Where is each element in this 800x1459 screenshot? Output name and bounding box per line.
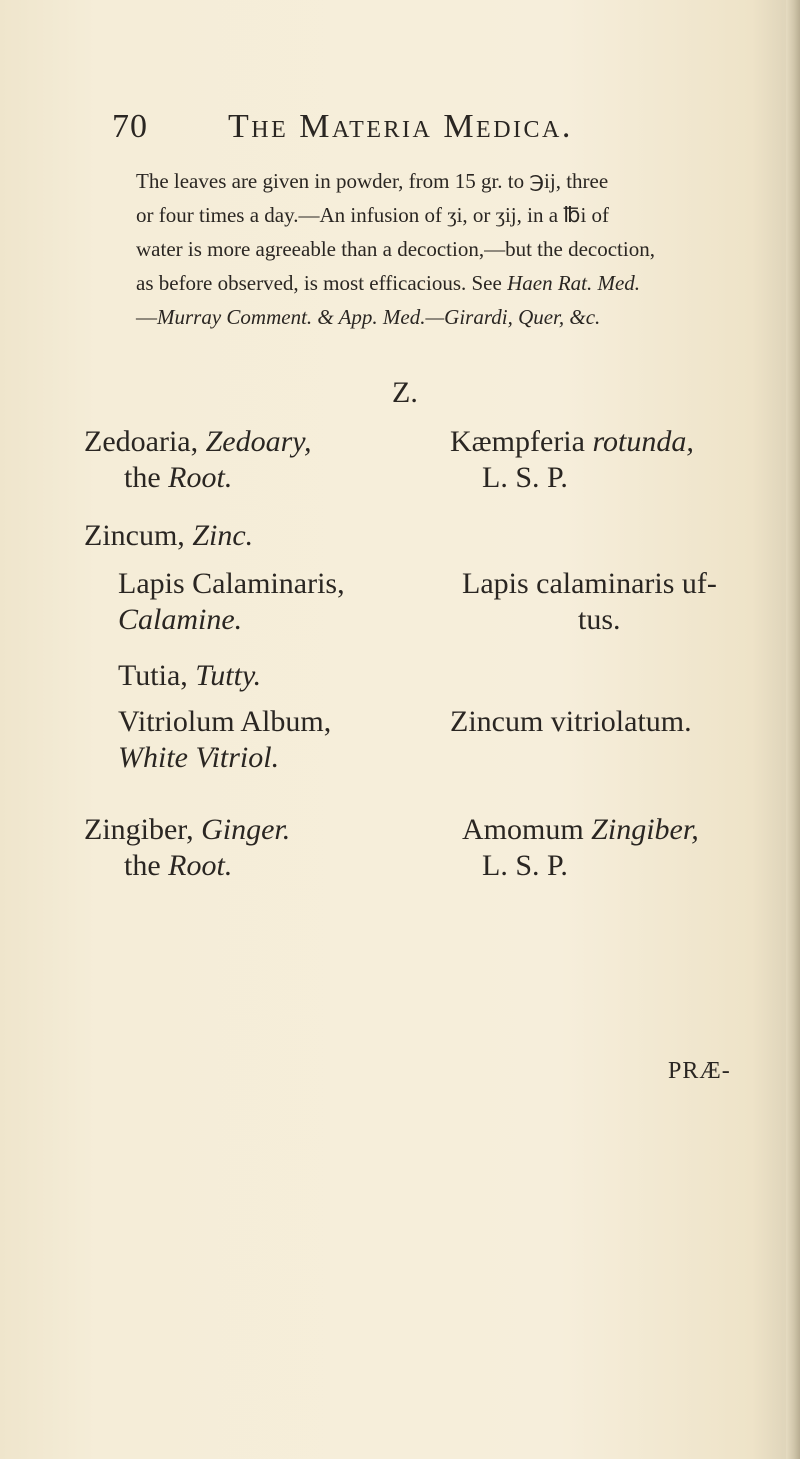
body-paragraph [136, 164, 748, 334]
page-edge [786, 0, 800, 1459]
catchword: PRÆ- [668, 1058, 731, 1084]
paragraph-line-1: The leaves are given in powder, from 15 gr. to ℈ij, three [136, 169, 609, 193]
entry-zingiber-synonym [462, 812, 699, 884]
entry-line: L. S. P. [482, 849, 568, 882]
page-number: 70 [112, 108, 148, 145]
entry-vitriolum-synonym [450, 704, 692, 740]
entry-line: the Root. [124, 461, 233, 494]
entry-line: L. S. P. [482, 461, 568, 494]
entry-line: Zedoaria, Zedoary, [84, 425, 312, 458]
paragraph-line-5: —Murray Comment. & App. Med.—Girardi, Quer, &c. [136, 305, 601, 329]
entry-lapis-synonym [462, 566, 717, 638]
entry-line: Kæmpferia rotunda, [450, 425, 694, 458]
entry-line: White Vitriol. [118, 741, 280, 774]
paragraph-line-3: water is more agreeable than a decoction,—but the decoction, [136, 237, 655, 261]
entry-line: Amomum Zingiber, [462, 813, 699, 846]
entry-line: the Root. [124, 849, 233, 882]
page-header [112, 108, 712, 154]
entry-zingiber-name [84, 812, 290, 884]
paragraph-line-2: or four times a day.—An infusion of ʒi, or ʒij, in a ℔i of [136, 203, 610, 227]
entry-line: Tutia, Tutty. [118, 659, 262, 692]
section-letter: Z. [392, 376, 418, 409]
paragraph-line-4: as before observed, is most efficacious. See Haen Rat. Med. [136, 271, 641, 295]
entry-line: Zincum vitriolatum. [450, 705, 692, 738]
entry-line: Calamine. [118, 603, 243, 636]
entry-zedoaria-synonym [450, 424, 694, 496]
running-title: The Materia Medica. [228, 108, 573, 145]
entry-zincum-name [84, 518, 253, 554]
entry-zedoaria-name [84, 424, 311, 496]
entry-vitriolum-name [118, 704, 331, 776]
entry-line: Lapis calaminaris uf- [462, 567, 717, 600]
entry-line: Lapis Calaminaris, [118, 567, 345, 600]
entry-line: Zincum, Zinc. [84, 519, 254, 552]
entry-line: Vitriolum Album, [118, 705, 332, 738]
entry-line: Zingiber, Ginger. [84, 813, 291, 846]
entry-tutia-name [118, 658, 261, 694]
entry-lapis-name [118, 566, 345, 638]
entry-line: tus. [578, 603, 621, 636]
